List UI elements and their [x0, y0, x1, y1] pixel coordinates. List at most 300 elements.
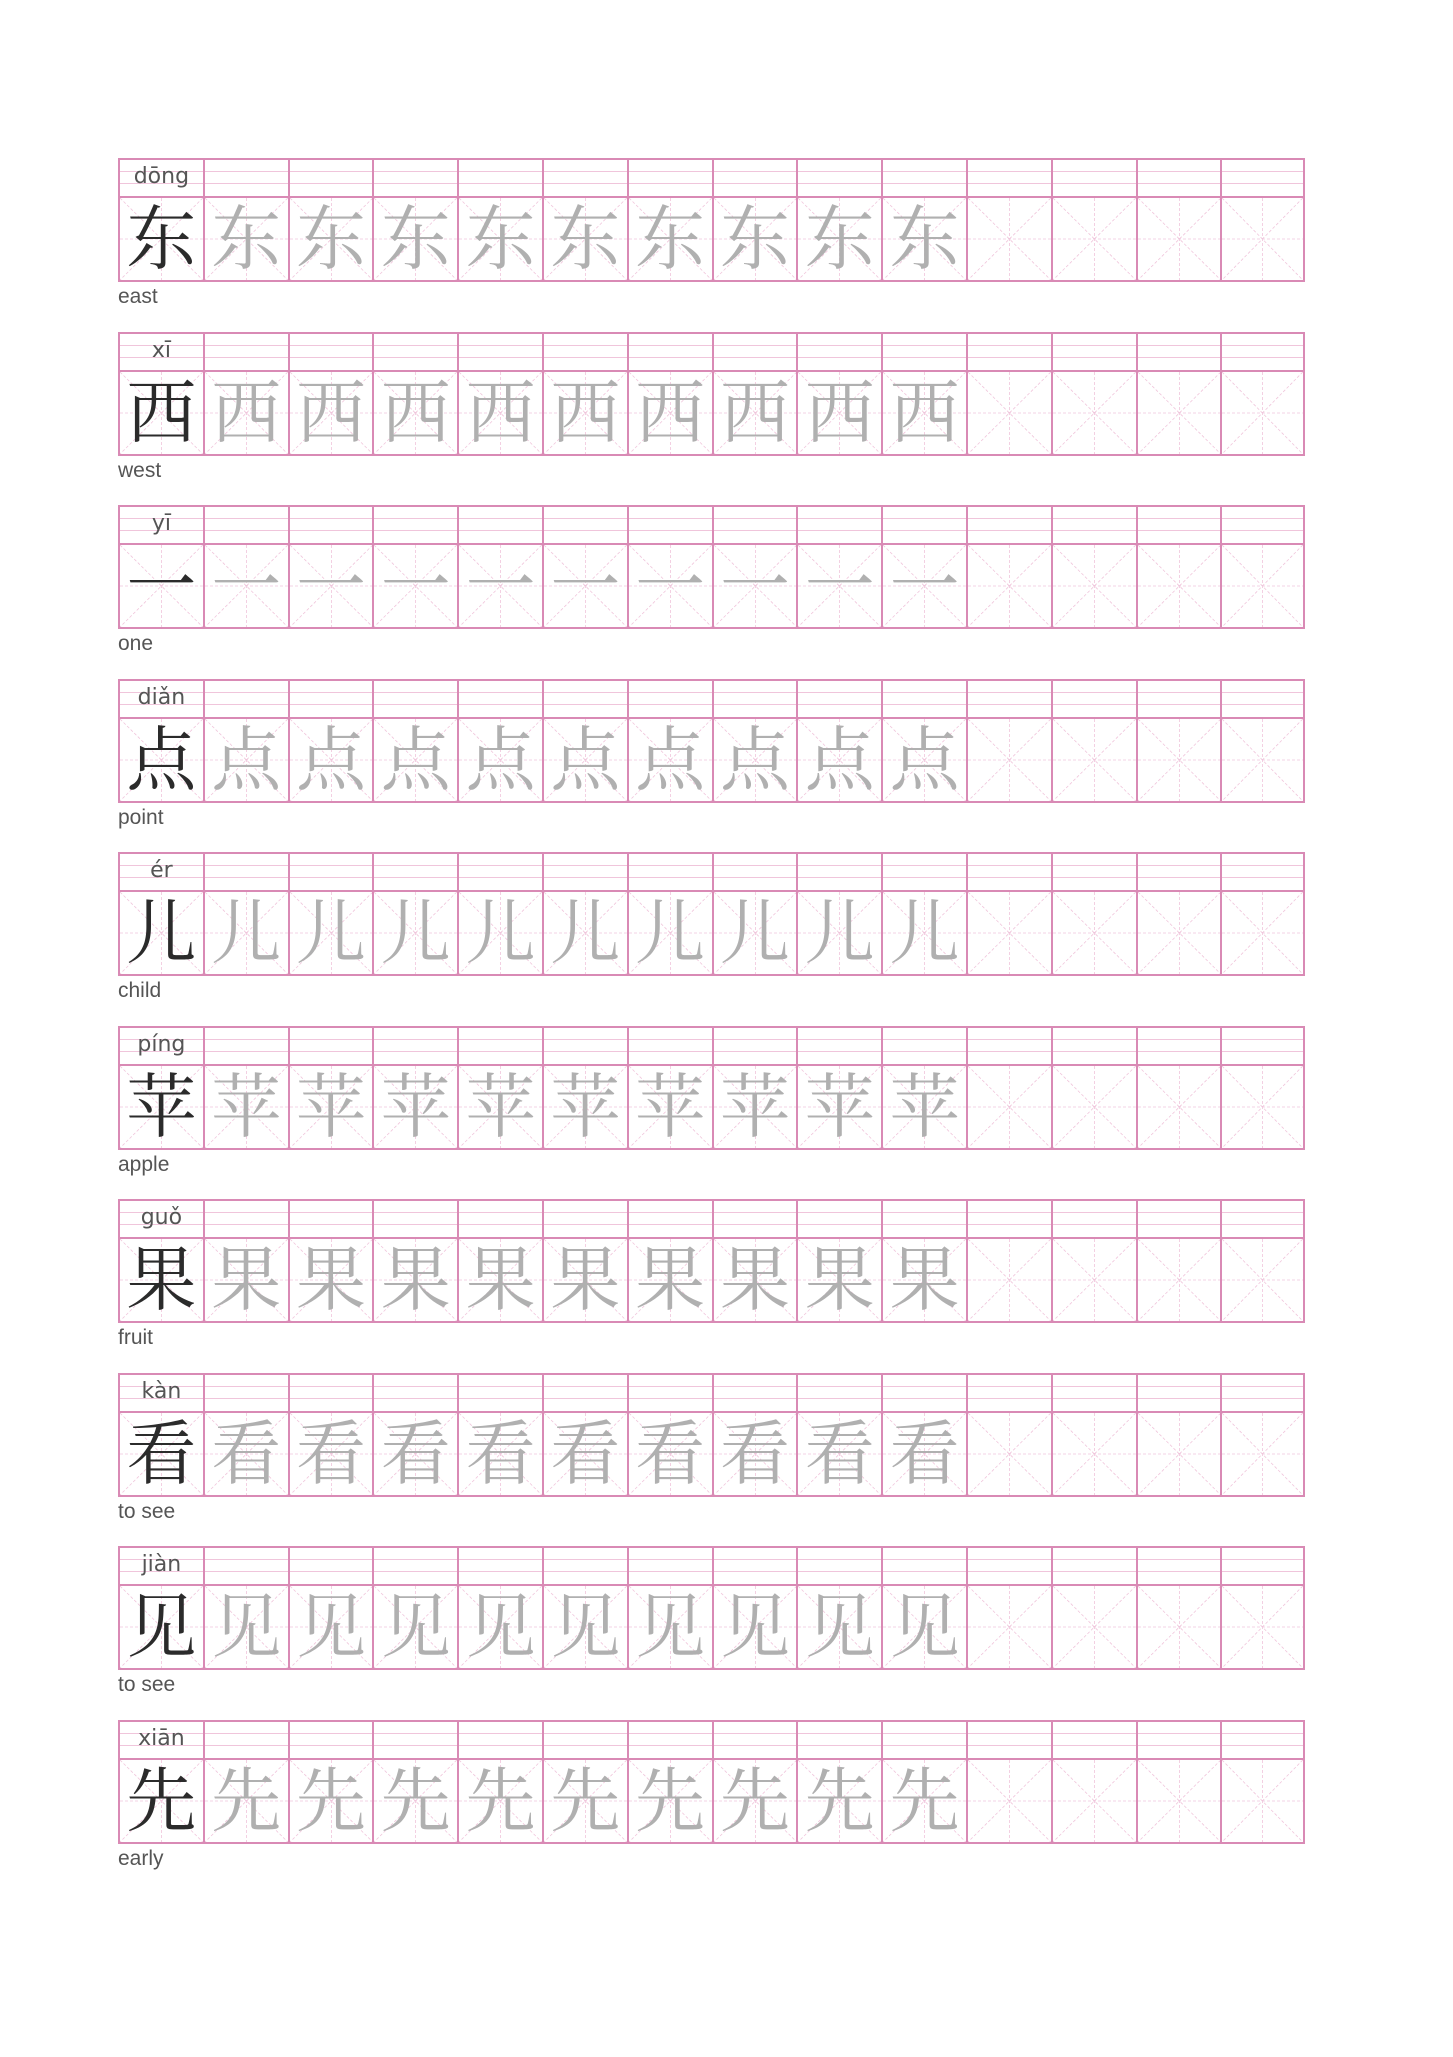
pinyin-cell-blank[interactable] [796, 1199, 881, 1237]
blank-practice-cell[interactable] [1220, 543, 1305, 629]
trace-cell[interactable] [712, 543, 797, 629]
trace-character: 看 [719, 1412, 790, 1495]
trace-cell[interactable] [372, 196, 457, 282]
pinyin-cell-blank[interactable] [1136, 1720, 1221, 1758]
pinyin-cell-blank[interactable] [881, 1546, 966, 1584]
pinyin-cell-blank[interactable] [1136, 158, 1221, 196]
pinyin-cell-blank[interactable] [1136, 1199, 1221, 1237]
pinyin-cell-blank[interactable] [881, 158, 966, 196]
blank-practice-cell[interactable] [1220, 1584, 1305, 1670]
blank-practice-cell[interactable] [1051, 370, 1136, 456]
pinyin-cell-blank[interactable] [627, 158, 712, 196]
pinyin-cell-blank[interactable] [966, 1720, 1051, 1758]
pinyin-cell-blank[interactable] [881, 332, 966, 370]
blank-practice-cell[interactable] [1220, 1237, 1305, 1323]
pinyin-cell-blank[interactable] [712, 1720, 797, 1758]
pinyin-cell-model [118, 1199, 203, 1237]
trace-cell[interactable] [372, 1758, 457, 1844]
trace-cell[interactable] [881, 196, 966, 282]
blank-practice-cell[interactable] [1051, 717, 1136, 803]
trace-character: 东 [550, 198, 621, 280]
trace-cell[interactable] [288, 543, 373, 629]
trace-cell[interactable] [372, 543, 457, 629]
pinyin-cell-blank[interactable] [627, 505, 712, 543]
pinyin-cell-blank[interactable] [1051, 1720, 1136, 1758]
pinyin-cell-blank[interactable] [712, 332, 797, 370]
trace-cell[interactable] [627, 1758, 712, 1844]
trace-cell[interactable] [203, 1064, 288, 1150]
trace-cell[interactable] [203, 1584, 288, 1670]
pinyin-label: jiàn [141, 1552, 182, 1577]
blank-practice-cell[interactable] [1136, 1584, 1221, 1670]
trace-cell[interactable] [881, 890, 966, 976]
pinyin-cell-blank[interactable] [1220, 1720, 1305, 1758]
pinyin-cell-blank[interactable] [1220, 1026, 1305, 1064]
pinyin-cell-blank[interactable] [627, 679, 712, 717]
pinyin-cell-blank[interactable] [1136, 1373, 1221, 1411]
pinyin-cell-blank[interactable] [712, 1026, 797, 1064]
blank-practice-cell[interactable] [1051, 1064, 1136, 1150]
pinyin-cell-blank[interactable] [288, 1720, 373, 1758]
pinyin-cell-blank[interactable] [457, 505, 542, 543]
trace-cell[interactable] [542, 1411, 627, 1497]
blank-practice-cell[interactable] [1136, 1237, 1221, 1323]
pinyin-cell-blank[interactable] [372, 679, 457, 717]
pinyin-cell-blank[interactable] [712, 1546, 797, 1584]
pinyin-cell-blank[interactable] [1051, 332, 1136, 370]
pinyin-cell-blank[interactable] [372, 852, 457, 890]
trace-cell[interactable] [542, 196, 627, 282]
pinyin-cell-blank[interactable] [542, 332, 627, 370]
pinyin-cell-blank[interactable] [203, 852, 288, 890]
pinyin-cell-blank[interactable] [712, 679, 797, 717]
trace-cell[interactable] [712, 1411, 797, 1497]
pinyin-cell-blank[interactable] [203, 1026, 288, 1064]
trace-cell[interactable] [881, 1758, 966, 1844]
blank-practice-cell[interactable] [1051, 890, 1136, 976]
pinyin-cell-blank[interactable] [203, 1199, 288, 1237]
pinyin-cell-blank[interactable] [796, 332, 881, 370]
pinyin-cell-blank[interactable] [1220, 852, 1305, 890]
pinyin-cell-blank[interactable] [881, 1026, 966, 1064]
blank-practice-cell[interactable] [1136, 717, 1221, 803]
trace-cell[interactable] [712, 196, 797, 282]
pinyin-cell-blank[interactable] [712, 505, 797, 543]
trace-cell[interactable] [712, 717, 797, 803]
pinyin-cell-blank[interactable] [627, 1026, 712, 1064]
pinyin-cell-blank[interactable] [288, 1026, 373, 1064]
trace-cell[interactable] [203, 1237, 288, 1323]
trace-cell[interactable] [372, 370, 457, 456]
trace-cell[interactable] [457, 1411, 542, 1497]
pinyin-cell-blank[interactable] [796, 1373, 881, 1411]
trace-cell[interactable] [881, 1584, 966, 1670]
trace-cell[interactable] [372, 1064, 457, 1150]
blank-practice-cell[interactable] [1220, 196, 1305, 282]
trace-cell[interactable] [796, 1237, 881, 1323]
trace-cell[interactable] [203, 890, 288, 976]
pinyin-cell-blank[interactable] [457, 1546, 542, 1584]
pinyin-cell-blank[interactable] [881, 1720, 966, 1758]
trace-cell[interactable] [542, 1237, 627, 1323]
trace-cell[interactable] [542, 890, 627, 976]
blank-practice-cell[interactable] [1051, 1584, 1136, 1670]
blank-practice-cell[interactable] [1220, 1758, 1305, 1844]
pinyin-cell-blank[interactable] [1220, 1199, 1305, 1237]
trace-cell[interactable] [457, 1584, 542, 1670]
trace-cell[interactable] [881, 543, 966, 629]
pinyin-cell-blank[interactable] [288, 1373, 373, 1411]
mi-grid-guide [1053, 719, 1136, 801]
pinyin-row [118, 505, 1306, 543]
blank-practice-cell[interactable] [1220, 370, 1305, 456]
mi-grid-guide [1138, 1239, 1221, 1321]
trace-cell[interactable] [288, 1237, 373, 1323]
trace-character: 先 [380, 1759, 451, 1842]
blank-practice-cell[interactable] [966, 717, 1051, 803]
pinyin-cell-blank[interactable] [457, 679, 542, 717]
pinyin-cell-blank[interactable] [1136, 1026, 1221, 1064]
blank-practice-cell[interactable] [1136, 1758, 1221, 1844]
pinyin-cell-blank[interactable] [542, 1546, 627, 1584]
pinyin-cell-blank[interactable] [1136, 679, 1221, 717]
blank-practice-cell[interactable] [966, 1584, 1051, 1670]
pinyin-cell-blank[interactable] [203, 1720, 288, 1758]
pinyin-cell-blank[interactable] [1220, 332, 1305, 370]
pinyin-cell-blank[interactable] [796, 1720, 881, 1758]
trace-character: 东 [635, 198, 706, 280]
pinyin-cell-blank[interactable] [1220, 158, 1305, 196]
blank-practice-cell[interactable] [1051, 1237, 1136, 1323]
pinyin-cell-blank[interactable] [288, 332, 373, 370]
trace-cell[interactable] [542, 1584, 627, 1670]
pinyin-cell-blank[interactable] [372, 1720, 457, 1758]
trace-cell[interactable] [881, 370, 966, 456]
trace-cell[interactable] [372, 717, 457, 803]
trace-cell[interactable] [203, 1411, 288, 1497]
trace-cell[interactable] [542, 1758, 627, 1844]
pinyin-row [118, 852, 1306, 890]
pinyin-cell-blank[interactable] [203, 1373, 288, 1411]
blank-practice-cell[interactable] [966, 196, 1051, 282]
trace-cell[interactable] [712, 1584, 797, 1670]
model-character: 果 [126, 1239, 197, 1321]
mi-grid-guide [1138, 719, 1221, 801]
pinyin-cell-blank[interactable] [1136, 852, 1221, 890]
pinyin-cell-blank[interactable] [1136, 1546, 1221, 1584]
trace-character: 一 [550, 545, 621, 627]
trace-character: 看 [889, 1412, 960, 1495]
pinyin-cell-blank[interactable] [796, 1026, 881, 1064]
trace-cell[interactable] [288, 196, 373, 282]
pinyin-cell-blank[interactable] [966, 1373, 1051, 1411]
pinyin-cell-blank[interactable] [457, 1373, 542, 1411]
trace-cell[interactable] [796, 1758, 881, 1844]
trace-cell[interactable] [796, 1064, 881, 1150]
pinyin-cell-blank[interactable] [712, 158, 797, 196]
pinyin-cell-blank[interactable] [288, 852, 373, 890]
pinyin-cell-blank[interactable] [288, 679, 373, 717]
pinyin-cell-model [118, 679, 203, 717]
pinyin-cell-blank[interactable] [457, 332, 542, 370]
pinyin-cell-blank[interactable] [203, 505, 288, 543]
blank-practice-cell[interactable] [1220, 1411, 1305, 1497]
pinyin-cell-blank[interactable] [542, 852, 627, 890]
pinyin-cell-blank[interactable] [288, 505, 373, 543]
pinyin-cell-blank[interactable] [1220, 505, 1305, 543]
trace-cell[interactable] [712, 890, 797, 976]
pinyin-cell-blank[interactable] [203, 332, 288, 370]
blank-practice-cell[interactable] [1136, 1411, 1221, 1497]
trace-cell[interactable] [542, 543, 627, 629]
trace-character: 西 [295, 371, 366, 454]
trace-cell[interactable] [881, 1237, 966, 1323]
trace-cell[interactable] [712, 1237, 797, 1323]
blank-practice-cell[interactable] [966, 1411, 1051, 1497]
pinyin-cell-blank[interactable] [1051, 679, 1136, 717]
pinyin-cell-blank[interactable] [542, 158, 627, 196]
pinyin-cell-blank[interactable] [796, 1546, 881, 1584]
blank-practice-cell[interactable] [1136, 890, 1221, 976]
pinyin-cell-blank[interactable] [1136, 505, 1221, 543]
trace-cell[interactable] [372, 890, 457, 976]
pinyin-cell-blank[interactable] [542, 1373, 627, 1411]
pinyin-cell-blank[interactable] [457, 1199, 542, 1237]
trace-cell[interactable] [881, 1064, 966, 1150]
trace-cell[interactable] [457, 1237, 542, 1323]
trace-cell[interactable] [542, 1064, 627, 1150]
trace-cell[interactable] [203, 717, 288, 803]
trace-cell[interactable] [796, 196, 881, 282]
trace-cell[interactable] [627, 1411, 712, 1497]
trace-character: 东 [380, 198, 451, 280]
trace-cell[interactable] [796, 1411, 881, 1497]
blank-practice-cell[interactable] [1051, 543, 1136, 629]
pinyin-cell-blank[interactable] [203, 679, 288, 717]
blank-practice-cell[interactable] [966, 1758, 1051, 1844]
trace-cell[interactable] [627, 890, 712, 976]
mi-grid-guide [1138, 1586, 1221, 1668]
mi-grid-guide [1053, 545, 1136, 627]
trace-cell[interactable] [372, 1237, 457, 1323]
pinyin-cell-blank[interactable] [966, 852, 1051, 890]
trace-cell[interactable] [542, 717, 627, 803]
trace-cell[interactable] [288, 1758, 373, 1844]
trace-cell[interactable] [457, 370, 542, 456]
trace-cell[interactable] [288, 717, 373, 803]
pinyin-cell-blank[interactable] [542, 505, 627, 543]
blank-practice-cell[interactable] [1136, 1064, 1221, 1150]
trace-cell[interactable] [203, 543, 288, 629]
trace-cell[interactable] [457, 1064, 542, 1150]
pinyin-cell-blank[interactable] [542, 1199, 627, 1237]
pinyin-cell-blank[interactable] [1220, 679, 1305, 717]
trace-character: 西 [211, 371, 282, 454]
trace-cell[interactable] [627, 717, 712, 803]
trace-cell[interactable] [712, 1064, 797, 1150]
pinyin-cell-blank[interactable] [1051, 505, 1136, 543]
pinyin-cell-blank[interactable] [542, 1026, 627, 1064]
trace-cell[interactable] [288, 1411, 373, 1497]
pinyin-cell-blank[interactable] [203, 158, 288, 196]
trace-cell[interactable] [627, 543, 712, 629]
trace-character: 见 [550, 1586, 621, 1668]
pinyin-cell-blank[interactable] [712, 1199, 797, 1237]
pinyin-cell-blank[interactable] [627, 852, 712, 890]
pinyin-cell-blank[interactable] [966, 1026, 1051, 1064]
trace-cell[interactable] [881, 717, 966, 803]
trace-cell[interactable] [627, 370, 712, 456]
trace-character: 东 [719, 198, 790, 280]
blank-practice-cell[interactable] [1220, 1064, 1305, 1150]
pinyin-cell-blank[interactable] [372, 1373, 457, 1411]
blank-practice-cell[interactable] [1136, 543, 1221, 629]
trace-cell[interactable] [288, 1064, 373, 1150]
trace-cell[interactable] [288, 370, 373, 456]
pinyin-cell-blank[interactable] [372, 1199, 457, 1237]
pinyin-cell-blank[interactable] [881, 852, 966, 890]
trace-character: 点 [635, 718, 706, 801]
pinyin-cell-blank[interactable] [966, 679, 1051, 717]
pinyin-cell-blank[interactable] [1051, 1373, 1136, 1411]
trace-cell[interactable] [457, 1758, 542, 1844]
trace-cell[interactable] [627, 1064, 712, 1150]
pinyin-cell-blank[interactable] [457, 1720, 542, 1758]
trace-cell[interactable] [203, 1758, 288, 1844]
pinyin-cell-blank[interactable] [288, 158, 373, 196]
trace-cell[interactable] [288, 1584, 373, 1670]
trace-character: 苹 [465, 1065, 536, 1148]
pinyin-cell-blank[interactable] [1220, 1373, 1305, 1411]
trace-character: 果 [889, 1239, 960, 1321]
blank-practice-cell[interactable] [966, 543, 1051, 629]
trace-cell[interactable] [203, 370, 288, 456]
trace-cell[interactable] [457, 717, 542, 803]
pinyin-cell-blank[interactable] [1051, 1199, 1136, 1237]
trace-cell[interactable] [796, 543, 881, 629]
pinyin-cell-blank[interactable] [796, 679, 881, 717]
pinyin-cell-blank[interactable] [796, 158, 881, 196]
pinyin-cell-blank[interactable] [966, 505, 1051, 543]
trace-cell[interactable] [203, 196, 288, 282]
pinyin-cell-blank[interactable] [288, 1199, 373, 1237]
mi-grid-guide [1222, 372, 1303, 454]
blank-practice-cell[interactable] [1220, 890, 1305, 976]
pinyin-cell-blank[interactable] [796, 505, 881, 543]
pinyin-cell-blank[interactable] [881, 1199, 966, 1237]
trace-character: 东 [211, 198, 282, 280]
trace-character: 点 [719, 718, 790, 801]
pinyin-cell-blank[interactable] [966, 158, 1051, 196]
blank-practice-cell[interactable] [1220, 717, 1305, 803]
pinyin-cell-blank[interactable] [457, 158, 542, 196]
trace-cell[interactable] [627, 1237, 712, 1323]
character-row [118, 196, 1306, 282]
pinyin-cell-blank[interactable] [966, 1199, 1051, 1237]
pinyin-cell-blank[interactable] [372, 1026, 457, 1064]
mi-grid-guide [968, 198, 1051, 280]
trace-character: 一 [889, 545, 960, 627]
model-cell [118, 717, 203, 803]
trace-character: 东 [465, 198, 536, 280]
trace-cell[interactable] [796, 890, 881, 976]
pinyin-cell-blank[interactable] [1051, 1026, 1136, 1064]
blank-practice-cell[interactable] [966, 370, 1051, 456]
blank-practice-cell[interactable] [966, 1237, 1051, 1323]
pinyin-cell-blank[interactable] [712, 1373, 797, 1411]
pinyin-cell-blank[interactable] [457, 1026, 542, 1064]
blank-practice-cell[interactable] [966, 1064, 1051, 1150]
trace-cell[interactable] [457, 196, 542, 282]
pinyin-cell-blank[interactable] [542, 679, 627, 717]
blank-practice-cell[interactable] [1051, 1758, 1136, 1844]
pinyin-cell-blank[interactable] [372, 505, 457, 543]
trace-cell[interactable] [627, 196, 712, 282]
trace-character: 果 [380, 1239, 451, 1321]
pinyin-cell-blank[interactable] [372, 1546, 457, 1584]
trace-cell[interactable] [372, 1584, 457, 1670]
pinyin-cell-model [118, 1026, 203, 1064]
trace-cell[interactable] [457, 543, 542, 629]
trace-cell[interactable] [542, 370, 627, 456]
trace-cell[interactable] [796, 1584, 881, 1670]
trace-cell[interactable] [372, 1411, 457, 1497]
pinyin-cell-blank[interactable] [966, 332, 1051, 370]
pinyin-cell-blank[interactable] [457, 852, 542, 890]
pinyin-cell-model [118, 505, 203, 543]
trace-cell[interactable] [712, 370, 797, 456]
pinyin-cell-blank[interactable] [1220, 1546, 1305, 1584]
pinyin-cell-blank[interactable] [881, 505, 966, 543]
blank-practice-cell[interactable] [1051, 196, 1136, 282]
pinyin-cell-blank[interactable] [627, 1546, 712, 1584]
meaning-label: west [118, 458, 162, 482]
pinyin-cell-blank[interactable] [627, 332, 712, 370]
pinyin-cell-blank[interactable] [627, 1199, 712, 1237]
pinyin-cell-blank[interactable] [1136, 332, 1221, 370]
pinyin-cell-blank[interactable] [1051, 1546, 1136, 1584]
pinyin-cell-blank[interactable] [966, 1546, 1051, 1584]
model-cell [118, 196, 203, 282]
pinyin-cell-blank[interactable] [712, 852, 797, 890]
pinyin-cell-blank[interactable] [542, 1720, 627, 1758]
pinyin-cell-blank[interactable] [881, 1373, 966, 1411]
trace-cell[interactable] [712, 1758, 797, 1844]
blank-practice-cell[interactable] [1136, 196, 1221, 282]
pinyin-cell-blank[interactable] [203, 1546, 288, 1584]
trace-cell[interactable] [796, 717, 881, 803]
pinyin-cell-blank[interactable] [796, 852, 881, 890]
trace-cell[interactable] [457, 890, 542, 976]
mi-grid-guide [1138, 1066, 1221, 1148]
trace-cell[interactable] [796, 370, 881, 456]
blank-practice-cell[interactable] [1136, 370, 1221, 456]
pinyin-cell-blank[interactable] [881, 679, 966, 717]
pinyin-cell-blank[interactable] [288, 1546, 373, 1584]
blank-practice-cell[interactable] [966, 890, 1051, 976]
pinyin-cell-blank[interactable] [372, 332, 457, 370]
pinyin-cell-blank[interactable] [1051, 852, 1136, 890]
trace-cell[interactable] [627, 1584, 712, 1670]
trace-cell[interactable] [288, 890, 373, 976]
blank-practice-cell[interactable] [1051, 1411, 1136, 1497]
pinyin-cell-blank[interactable] [627, 1720, 712, 1758]
pinyin-cell-blank[interactable] [1051, 158, 1136, 196]
pinyin-cell-blank[interactable] [372, 158, 457, 196]
trace-cell[interactable] [881, 1411, 966, 1497]
pinyin-cell-blank[interactable] [627, 1373, 712, 1411]
pinyin-label: yī [151, 511, 171, 536]
